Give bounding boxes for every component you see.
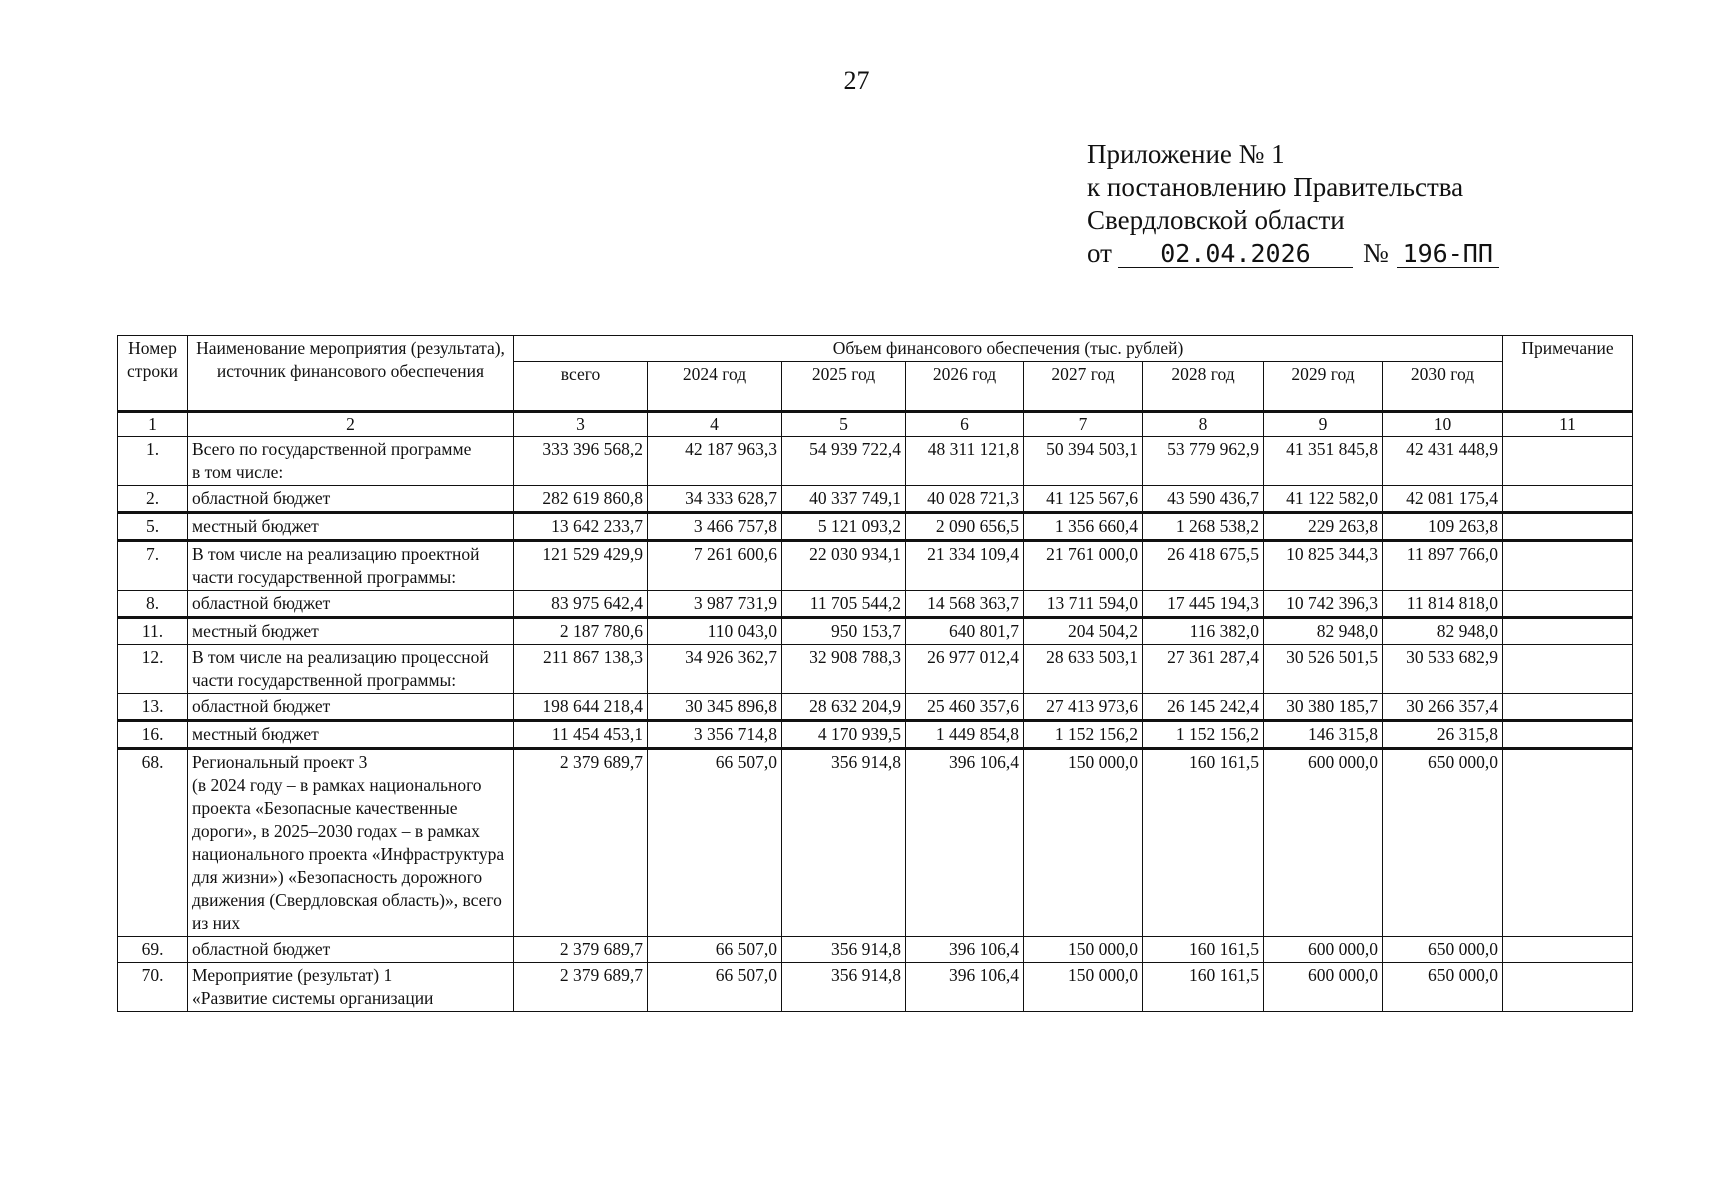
column-index: 7 bbox=[1024, 412, 1143, 437]
table-row bbox=[118, 721, 1633, 749]
row-total-cell: 198 644 218,4 bbox=[514, 694, 648, 721]
row-year-cell: 600 000,0 bbox=[1264, 749, 1383, 937]
row-year-cell: 30 533 682,9 bbox=[1383, 645, 1503, 694]
row-year-cell: 110 043,0 bbox=[648, 618, 782, 645]
number-prefix: № bbox=[1362, 238, 1389, 268]
row-year-cell: 40 028 721,3 bbox=[906, 486, 1024, 513]
row-total-cell: 11 454 453,1 bbox=[514, 721, 648, 749]
header-year: 2024 год bbox=[648, 362, 782, 412]
row-name-cell: областной бюджет bbox=[188, 694, 514, 721]
row-total-cell: 2 187 780,6 bbox=[514, 618, 648, 645]
date-prefix: от bbox=[1087, 238, 1112, 268]
row-total-cell: 333 396 568,2 bbox=[514, 437, 648, 486]
row-year-cell: 396 106,4 bbox=[906, 963, 1024, 1012]
row-year-cell: 160 161,5 bbox=[1143, 937, 1264, 963]
row-year-cell: 146 315,8 bbox=[1264, 721, 1383, 749]
column-index: 2 bbox=[188, 412, 514, 437]
row-year-cell: 356 914,8 bbox=[782, 937, 906, 963]
row-name-cell: В том числе на реализацию проектной части государственной программы: bbox=[188, 541, 514, 591]
table-row bbox=[118, 437, 1633, 486]
row-year-cell: 150 000,0 bbox=[1024, 749, 1143, 937]
row-year-cell: 41 122 582,0 bbox=[1264, 486, 1383, 513]
row-note-cell bbox=[1503, 749, 1633, 937]
row-year-cell: 26 315,8 bbox=[1383, 721, 1503, 749]
table-row bbox=[118, 645, 1633, 694]
row-year-cell: 30 266 357,4 bbox=[1383, 694, 1503, 721]
row-note-cell bbox=[1503, 618, 1633, 645]
appendix-reference: к постановлению Правительства bbox=[1087, 172, 1464, 202]
row-number-cell: 68. bbox=[118, 749, 188, 937]
row-year-cell: 32 908 788,3 bbox=[782, 645, 906, 694]
header-year: 2029 год bbox=[1264, 362, 1383, 412]
header-total: всего bbox=[514, 362, 648, 412]
row-year-cell: 109 263,8 bbox=[1383, 513, 1503, 541]
table-row bbox=[118, 591, 1633, 618]
row-year-cell: 10 742 396,3 bbox=[1264, 591, 1383, 618]
column-index: 4 bbox=[648, 412, 782, 437]
row-total-cell: 2 379 689,7 bbox=[514, 963, 648, 1012]
row-year-cell: 17 445 194,3 bbox=[1143, 591, 1264, 618]
column-index: 10 bbox=[1383, 412, 1503, 437]
row-number-cell: 12. bbox=[118, 645, 188, 694]
row-year-cell: 25 460 357,6 bbox=[906, 694, 1024, 721]
resolution-number: 196-ПП bbox=[1397, 241, 1499, 268]
row-year-cell: 5 121 093,2 bbox=[782, 513, 906, 541]
page-number: 27 bbox=[843, 66, 870, 95]
row-year-cell: 40 337 749,1 bbox=[782, 486, 906, 513]
appendix-block bbox=[1087, 138, 1499, 270]
row-year-cell: 356 914,8 bbox=[782, 749, 906, 937]
row-name-cell: областной бюджет bbox=[188, 486, 514, 513]
row-year-cell: 34 926 362,7 bbox=[648, 645, 782, 694]
header-year: 2026 год bbox=[906, 362, 1024, 412]
resolution-date: 02.04.2026 bbox=[1118, 241, 1353, 268]
row-year-cell: 150 000,0 bbox=[1024, 937, 1143, 963]
header-note: Примечание bbox=[1503, 336, 1633, 412]
row-year-cell: 82 948,0 bbox=[1383, 618, 1503, 645]
row-note-cell bbox=[1503, 937, 1633, 963]
row-year-cell: 11 814 818,0 bbox=[1383, 591, 1503, 618]
row-total-cell: 2 379 689,7 bbox=[514, 749, 648, 937]
row-note-cell bbox=[1503, 513, 1633, 541]
row-year-cell: 14 568 363,7 bbox=[906, 591, 1024, 618]
row-year-cell: 600 000,0 bbox=[1264, 937, 1383, 963]
row-number-cell: 16. bbox=[118, 721, 188, 749]
row-name-cell: местный бюджет bbox=[188, 721, 514, 749]
column-index: 1 bbox=[118, 412, 188, 437]
row-year-cell: 10 825 344,3 bbox=[1264, 541, 1383, 591]
row-name-cell: областной бюджет bbox=[188, 937, 514, 963]
row-year-cell: 640 801,7 bbox=[906, 618, 1024, 645]
row-note-cell bbox=[1503, 721, 1633, 749]
row-number-cell: 7. bbox=[118, 541, 188, 591]
row-year-cell: 116 382,0 bbox=[1143, 618, 1264, 645]
column-index: 5 bbox=[782, 412, 906, 437]
row-year-cell: 42 187 963,3 bbox=[648, 437, 782, 486]
row-year-cell: 3 466 757,8 bbox=[648, 513, 782, 541]
row-year-cell: 82 948,0 bbox=[1264, 618, 1383, 645]
column-index: 6 bbox=[906, 412, 1024, 437]
header-year: 2025 год bbox=[782, 362, 906, 412]
row-year-cell: 11 897 766,0 bbox=[1383, 541, 1503, 591]
row-total-cell: 211 867 138,3 bbox=[514, 645, 648, 694]
header-funding-group: Объем финансового обеспечения (тыс. рублей) bbox=[514, 336, 1503, 362]
row-number-cell: 8. bbox=[118, 591, 188, 618]
row-year-cell: 50 394 503,1 bbox=[1024, 437, 1143, 486]
row-name-cell: Мероприятие (результат) 1 «Развитие системы организации bbox=[188, 963, 514, 1012]
row-name-cell: В том числе на реализацию процессной части государственной программы: bbox=[188, 645, 514, 694]
column-index: 3 bbox=[514, 412, 648, 437]
row-year-cell: 66 507,0 bbox=[648, 937, 782, 963]
row-name-cell: областной бюджет bbox=[188, 591, 514, 618]
header-row-1 bbox=[118, 336, 1633, 362]
table-row bbox=[118, 694, 1633, 721]
row-note-cell bbox=[1503, 963, 1633, 1012]
row-year-cell: 26 977 012,4 bbox=[906, 645, 1024, 694]
row-year-cell: 13 711 594,0 bbox=[1024, 591, 1143, 618]
row-year-cell: 1 152 156,2 bbox=[1024, 721, 1143, 749]
row-name-cell: Региональный проект 3 (в 2024 году – в рамках национального проекта «Безопасные качественные дороги», в 2025–2030 годах – в рамках национального проекта «Инфраструктура для жизни») «Безопасность дорожного движения (Свердловская область)», всего из них bbox=[188, 749, 514, 937]
row-year-cell: 42 081 175,4 bbox=[1383, 486, 1503, 513]
row-year-cell: 30 526 501,5 bbox=[1264, 645, 1383, 694]
row-year-cell: 48 311 121,8 bbox=[906, 437, 1024, 486]
row-number-cell: 5. bbox=[118, 513, 188, 541]
row-year-cell: 1 268 538,2 bbox=[1143, 513, 1264, 541]
appendix-title: Приложение № 1 bbox=[1087, 139, 1285, 169]
table-row bbox=[118, 963, 1633, 1012]
row-year-cell: 160 161,5 bbox=[1143, 963, 1264, 1012]
row-year-cell: 11 705 544,2 bbox=[782, 591, 906, 618]
row-year-cell: 1 449 854,8 bbox=[906, 721, 1024, 749]
column-index: 11 bbox=[1503, 412, 1633, 437]
table-row bbox=[118, 513, 1633, 541]
row-year-cell: 356 914,8 bbox=[782, 963, 906, 1012]
row-year-cell: 30 380 185,7 bbox=[1264, 694, 1383, 721]
row-year-cell: 28 633 503,1 bbox=[1024, 645, 1143, 694]
row-year-cell: 3 987 731,9 bbox=[648, 591, 782, 618]
header-row-number: Номер строки bbox=[118, 336, 188, 412]
row-year-cell: 30 345 896,8 bbox=[648, 694, 782, 721]
row-year-cell: 1 152 156,2 bbox=[1143, 721, 1264, 749]
table-row bbox=[118, 937, 1633, 963]
row-year-cell: 42 431 448,9 bbox=[1383, 437, 1503, 486]
row-name-cell: Всего по государственной программе в том числе: bbox=[188, 437, 514, 486]
table-row bbox=[118, 486, 1633, 513]
row-year-cell: 21 761 000,0 bbox=[1024, 541, 1143, 591]
row-total-cell: 2 379 689,7 bbox=[514, 937, 648, 963]
row-year-cell: 396 106,4 bbox=[906, 937, 1024, 963]
row-number-cell: 69. bbox=[118, 937, 188, 963]
appendix-date-line bbox=[1087, 237, 1499, 270]
row-number-cell: 11. bbox=[118, 618, 188, 645]
row-year-cell: 22 030 934,1 bbox=[782, 541, 906, 591]
column-index: 9 bbox=[1264, 412, 1383, 437]
row-year-cell: 27 361 287,4 bbox=[1143, 645, 1264, 694]
row-year-cell: 53 779 962,9 bbox=[1143, 437, 1264, 486]
row-year-cell: 2 090 656,5 bbox=[906, 513, 1024, 541]
row-name-cell: местный бюджет bbox=[188, 513, 514, 541]
row-note-cell bbox=[1503, 645, 1633, 694]
row-year-cell: 41 125 567,6 bbox=[1024, 486, 1143, 513]
row-year-cell: 650 000,0 bbox=[1383, 937, 1503, 963]
row-total-cell: 13 642 233,7 bbox=[514, 513, 648, 541]
budget-table bbox=[117, 335, 1633, 1012]
row-year-cell: 7 261 600,6 bbox=[648, 541, 782, 591]
row-total-cell: 83 975 642,4 bbox=[514, 591, 648, 618]
header-year: 2028 год bbox=[1143, 362, 1264, 412]
row-note-cell bbox=[1503, 694, 1633, 721]
row-year-cell: 66 507,0 bbox=[648, 749, 782, 937]
header-year: 2030 год bbox=[1383, 362, 1503, 412]
row-year-cell: 950 153,7 bbox=[782, 618, 906, 645]
row-year-cell: 650 000,0 bbox=[1383, 963, 1503, 1012]
row-number-cell: 1. bbox=[118, 437, 188, 486]
row-year-cell: 28 632 204,9 bbox=[782, 694, 906, 721]
row-year-cell: 150 000,0 bbox=[1024, 963, 1143, 1012]
row-year-cell: 41 351 845,8 bbox=[1264, 437, 1383, 486]
row-number-cell: 2. bbox=[118, 486, 188, 513]
row-number-cell: 70. bbox=[118, 963, 188, 1012]
row-year-cell: 3 356 714,8 bbox=[648, 721, 782, 749]
row-total-cell: 282 619 860,8 bbox=[514, 486, 648, 513]
row-year-cell: 160 161,5 bbox=[1143, 749, 1264, 937]
appendix-region: Свердловской области bbox=[1087, 205, 1345, 235]
row-note-cell bbox=[1503, 591, 1633, 618]
row-year-cell: 43 590 436,7 bbox=[1143, 486, 1264, 513]
row-year-cell: 229 263,8 bbox=[1264, 513, 1383, 541]
row-note-cell bbox=[1503, 437, 1633, 486]
header-name: Наименование мероприятия (результата), источник финансового обеспечения bbox=[188, 336, 514, 412]
row-year-cell: 1 356 660,4 bbox=[1024, 513, 1143, 541]
row-year-cell: 650 000,0 bbox=[1383, 749, 1503, 937]
row-year-cell: 600 000,0 bbox=[1264, 963, 1383, 1012]
table-body bbox=[118, 437, 1633, 1012]
row-note-cell bbox=[1503, 486, 1633, 513]
row-note-cell bbox=[1503, 541, 1633, 591]
row-total-cell: 121 529 429,9 bbox=[514, 541, 648, 591]
row-year-cell: 66 507,0 bbox=[648, 963, 782, 1012]
row-year-cell: 4 170 939,5 bbox=[782, 721, 906, 749]
row-year-cell: 396 106,4 bbox=[906, 749, 1024, 937]
row-name-cell: местный бюджет bbox=[188, 618, 514, 645]
row-year-cell: 34 333 628,7 bbox=[648, 486, 782, 513]
row-number-cell: 13. bbox=[118, 694, 188, 721]
row-year-cell: 204 504,2 bbox=[1024, 618, 1143, 645]
table-row bbox=[118, 618, 1633, 645]
row-year-cell: 26 145 242,4 bbox=[1143, 694, 1264, 721]
table-row bbox=[118, 749, 1633, 937]
column-index: 8 bbox=[1143, 412, 1264, 437]
row-year-cell: 21 334 109,4 bbox=[906, 541, 1024, 591]
row-year-cell: 27 413 973,6 bbox=[1024, 694, 1143, 721]
header-year: 2027 год bbox=[1024, 362, 1143, 412]
row-year-cell: 54 939 722,4 bbox=[782, 437, 906, 486]
row-year-cell: 26 418 675,5 bbox=[1143, 541, 1264, 591]
column-index-row bbox=[118, 412, 1633, 437]
table-row bbox=[118, 541, 1633, 591]
